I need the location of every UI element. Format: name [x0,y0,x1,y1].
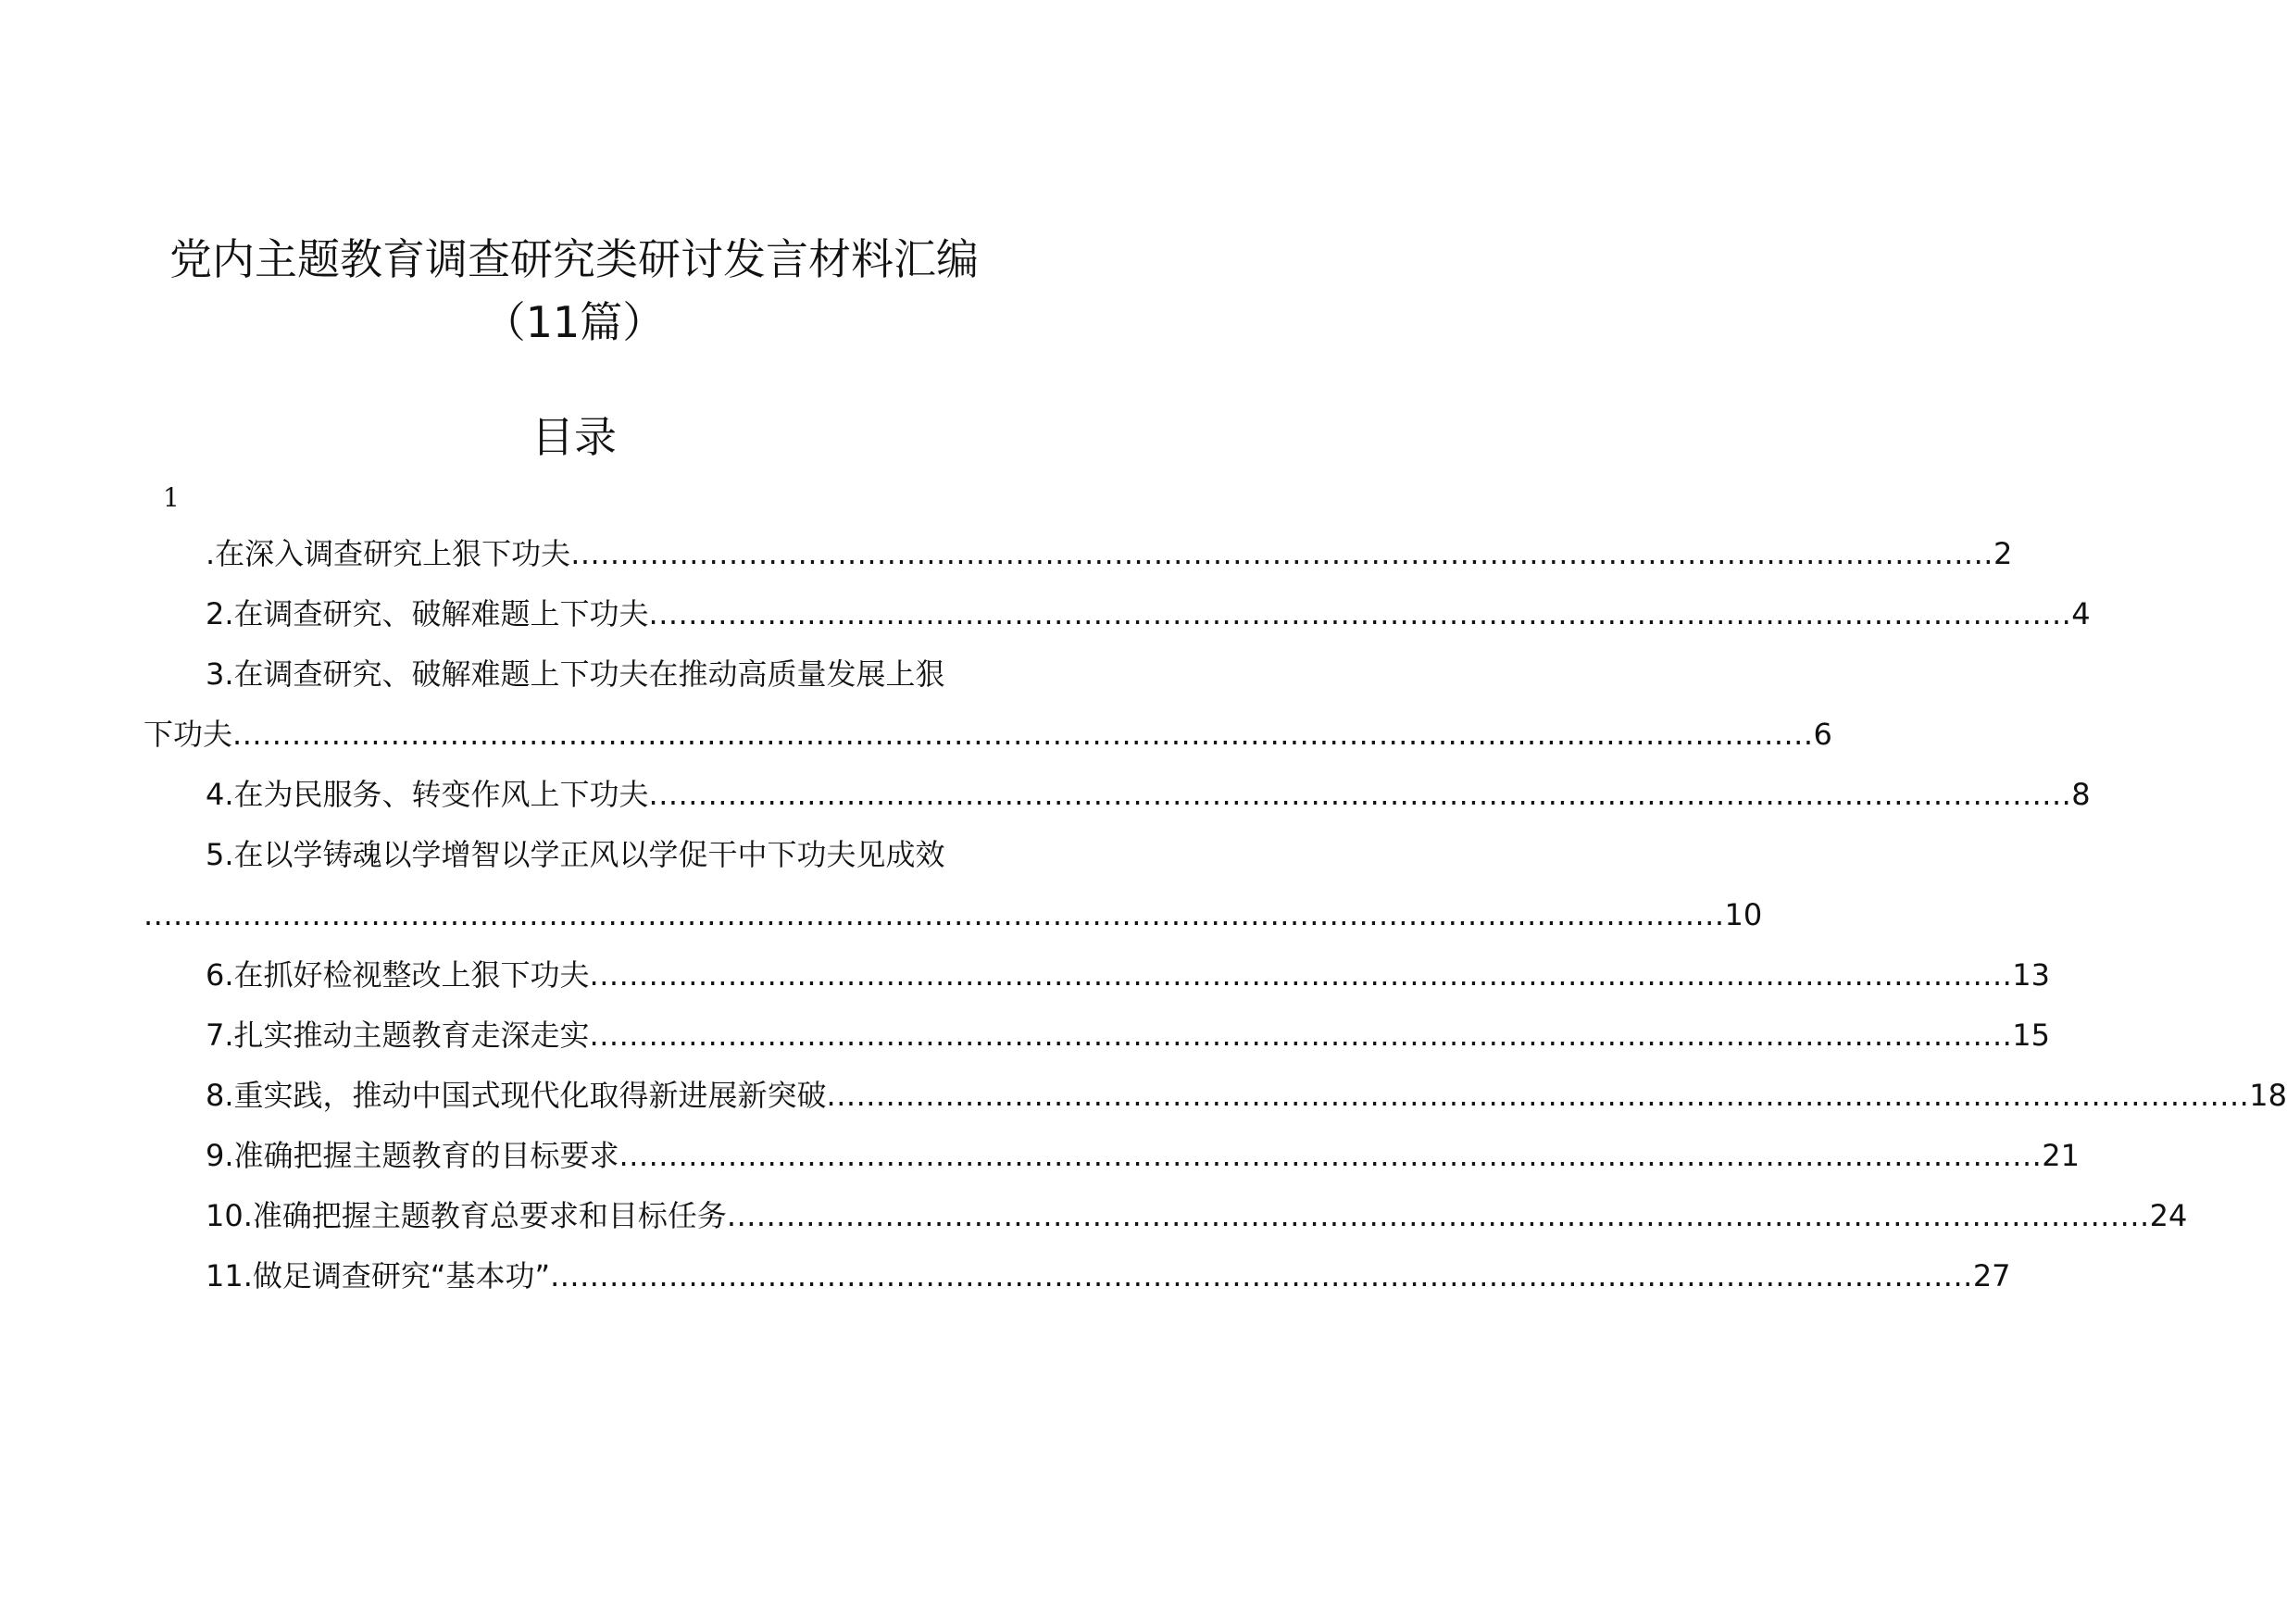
toc-entry[interactable] [144,896,1763,933]
toc-entry-title: .在深入调查研究上狠下功夫 [206,536,571,571]
toc-entry-page: 2 [1993,536,2013,571]
document-subtitle-count: （11篇） [482,297,666,347]
toc-entry[interactable] [206,956,2051,993]
toc-leader-dots: ................................................................................................................................................ [589,1018,2013,1053]
toc-entry-title: 10.准确把握主题教育总要求和目标任务 [206,1198,727,1233]
toc-leader-dots: ................................................................................................................................................................ [232,717,1814,752]
stray-number: 1 [163,482,180,513]
toc-entry-page: 10 [1724,897,1763,932]
toc-leader-dots: ................................................................................................................................................ [648,596,2072,631]
document-title: 党内主题教育调查研究类研讨发言材料汇编 [169,234,979,284]
toc-entry-page: 8 [2071,777,2091,812]
toc-entry-title-line1[interactable]: 5.在以学铸魂以学增智以学正风以学促干中下功夫见成效 [206,837,945,872]
toc-entry[interactable] [206,595,2091,632]
toc-entry-title-line2: 下功夫 [144,717,233,752]
toc-entry-title: 6.在抓好检视整改上狠下功夫 [206,957,590,993]
toc-entry-title: 7.扎实推动主题教育走深走实 [206,1018,590,1053]
toc-entry[interactable] [206,535,2013,572]
toc-entry-title: 11.做足调查研究“基本功” [206,1258,551,1293]
toc-leader-dots: ................................................................................................................................................ [648,777,2072,812]
toc-entry-page: 6 [1813,717,1832,752]
toc-leader-dots: ................................................................................................................................................ [589,957,2013,993]
toc-entry-page: 21 [2042,1138,2081,1173]
toc-entry-page: 4 [2071,596,2091,631]
toc-leader-dots: ................................................................................................................................................ [550,1258,1973,1293]
toc-leader-dots: ................................................................................................................................................ [726,1198,2150,1233]
toc-heading: 目录 [531,412,617,462]
toc-leader-dots: ................................................................................................................................................................ [144,897,1725,932]
toc-entry[interactable] [206,1197,2188,1234]
toc-entry-page: 24 [2149,1198,2188,1233]
toc-leader-dots: ................................................................................................................................................ [619,1138,2043,1173]
toc-entry[interactable] [206,1017,2051,1054]
toc-entry[interactable] [206,1137,2081,1174]
toc-entry-page: 18 [2249,1078,2287,1113]
toc-leader-dots: ................................................................................................................................................ [570,536,1993,571]
toc-entry[interactable] [206,776,2091,813]
toc-entry-title: 2.在调查研究、破解难题上下功夫 [206,596,649,631]
toc-entry-title: 4.在为民服务、转变作风上下功夫 [206,777,649,812]
toc-entry-page: 13 [2012,957,2051,993]
toc-entry[interactable] [206,1077,2287,1114]
toc-leader-dots: ................................................................................................................................................ [826,1078,2250,1113]
toc-entry-title: 9.准确把握主题教育的目标要求 [206,1138,619,1173]
toc-entry[interactable] [144,716,1832,753]
toc-entry[interactable] [206,1257,2011,1294]
toc-entry-title-line1[interactable]: 3.在调查研究、破解难题上下功夫在推动高质量发展上狠 [206,656,945,692]
toc-entry-title: 8.重实践，推动中国式现代化取得新进展新突破 [206,1078,827,1113]
toc-entry-page: 15 [2012,1018,2051,1053]
toc-entry-page: 27 [1972,1258,2011,1293]
